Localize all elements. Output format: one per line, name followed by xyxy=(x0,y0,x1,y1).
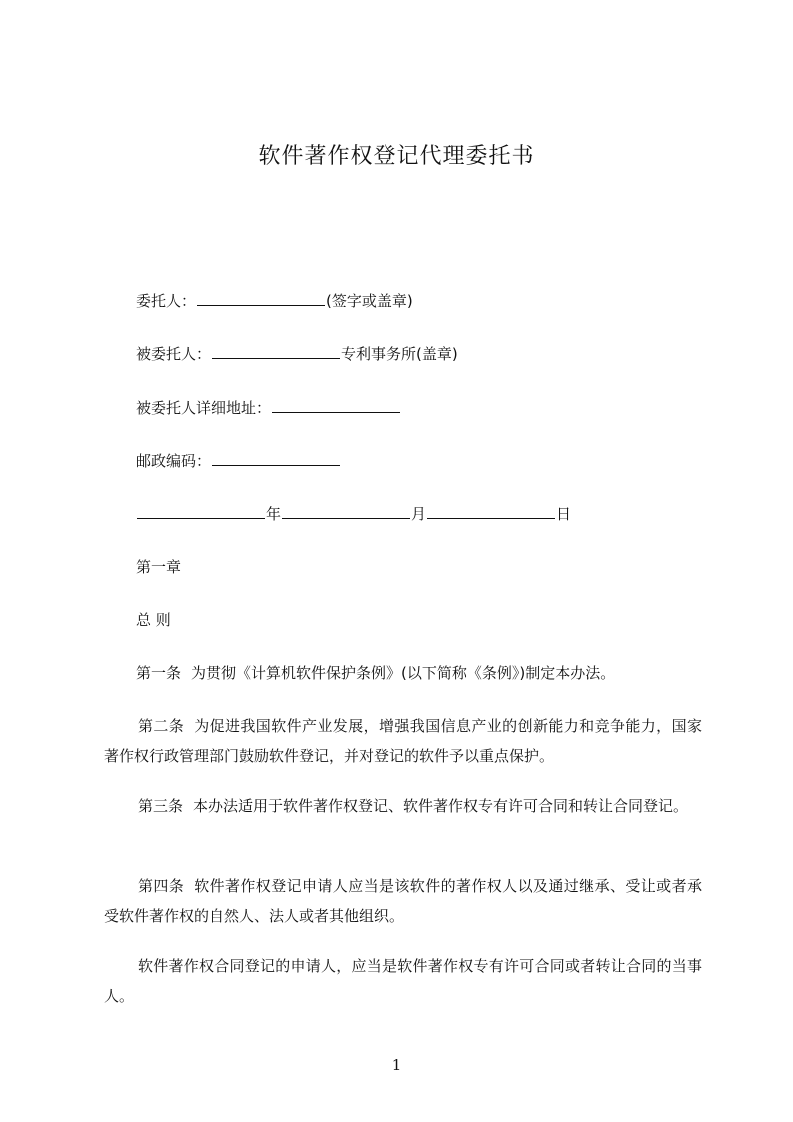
client-suffix: (签字或盖章) xyxy=(326,292,413,310)
article-2 xyxy=(104,711,702,771)
document-title: 软件著作权登记代理委托书 xyxy=(258,144,535,169)
article-text: 为贯彻《计算机软件保护条例》(以下简称《条例》)制定本办法。 xyxy=(191,664,616,682)
agent-address-label: 被委托人详细地址： xyxy=(136,399,272,417)
postcode-blank-line xyxy=(212,450,340,466)
client-blank-line xyxy=(197,290,325,306)
article-lead: 第一条 xyxy=(136,664,182,682)
article-text: 本办法适用于软件著作权登记、软件著作权专有许可合同和转让合同登记。 xyxy=(193,797,689,815)
section-heading: 总 则 xyxy=(136,611,171,629)
chapter-heading: 第一章 xyxy=(136,558,182,576)
agent-suffix: 专利事务所(盖章) xyxy=(341,345,458,363)
article-text: 软件著作权合同登记的申请人，应当是软件著作权专有许可合同或者转让合同的当事人。 xyxy=(104,957,702,1005)
article-lead: 第三条 xyxy=(138,797,184,815)
article-4 xyxy=(104,871,702,931)
month-label: 月 xyxy=(411,505,427,523)
date-field xyxy=(136,503,571,525)
article-lead: 第四条 xyxy=(138,877,185,895)
client-label: 委托人： xyxy=(136,292,197,310)
article-3 xyxy=(104,791,702,821)
page-number: 1 xyxy=(391,1056,402,1074)
postcode-field xyxy=(136,450,341,472)
article-text: 软件著作权登记申请人应当是该软件的著作权人以及通过继承、受让或者承受软件著作权的自然人、法人或者其他组织。 xyxy=(104,877,702,925)
day-label: 日 xyxy=(556,505,572,523)
agent-blank-line xyxy=(212,343,340,359)
agent-address-field xyxy=(136,397,401,419)
client-field xyxy=(136,290,413,312)
day-blank-line xyxy=(427,503,555,519)
article-text: 为促进我国软件产业发展，增强我国信息产业的创新能力和竞争能力，国家著作权行政管理部门鼓励软件登记，并对登记的软件予以重点保护。 xyxy=(104,717,702,765)
agent-address-blank-line xyxy=(272,397,400,413)
postcode-label: 邮政编码： xyxy=(136,452,212,470)
article-4-continuation xyxy=(104,951,702,1011)
article-lead: 第二条 xyxy=(138,717,185,735)
agent-label: 被委托人： xyxy=(136,345,212,363)
year-label: 年 xyxy=(266,505,282,523)
year-blank-line xyxy=(137,503,265,519)
month-blank-line xyxy=(282,503,410,519)
article-1 xyxy=(104,658,702,688)
agent-field xyxy=(136,343,458,365)
